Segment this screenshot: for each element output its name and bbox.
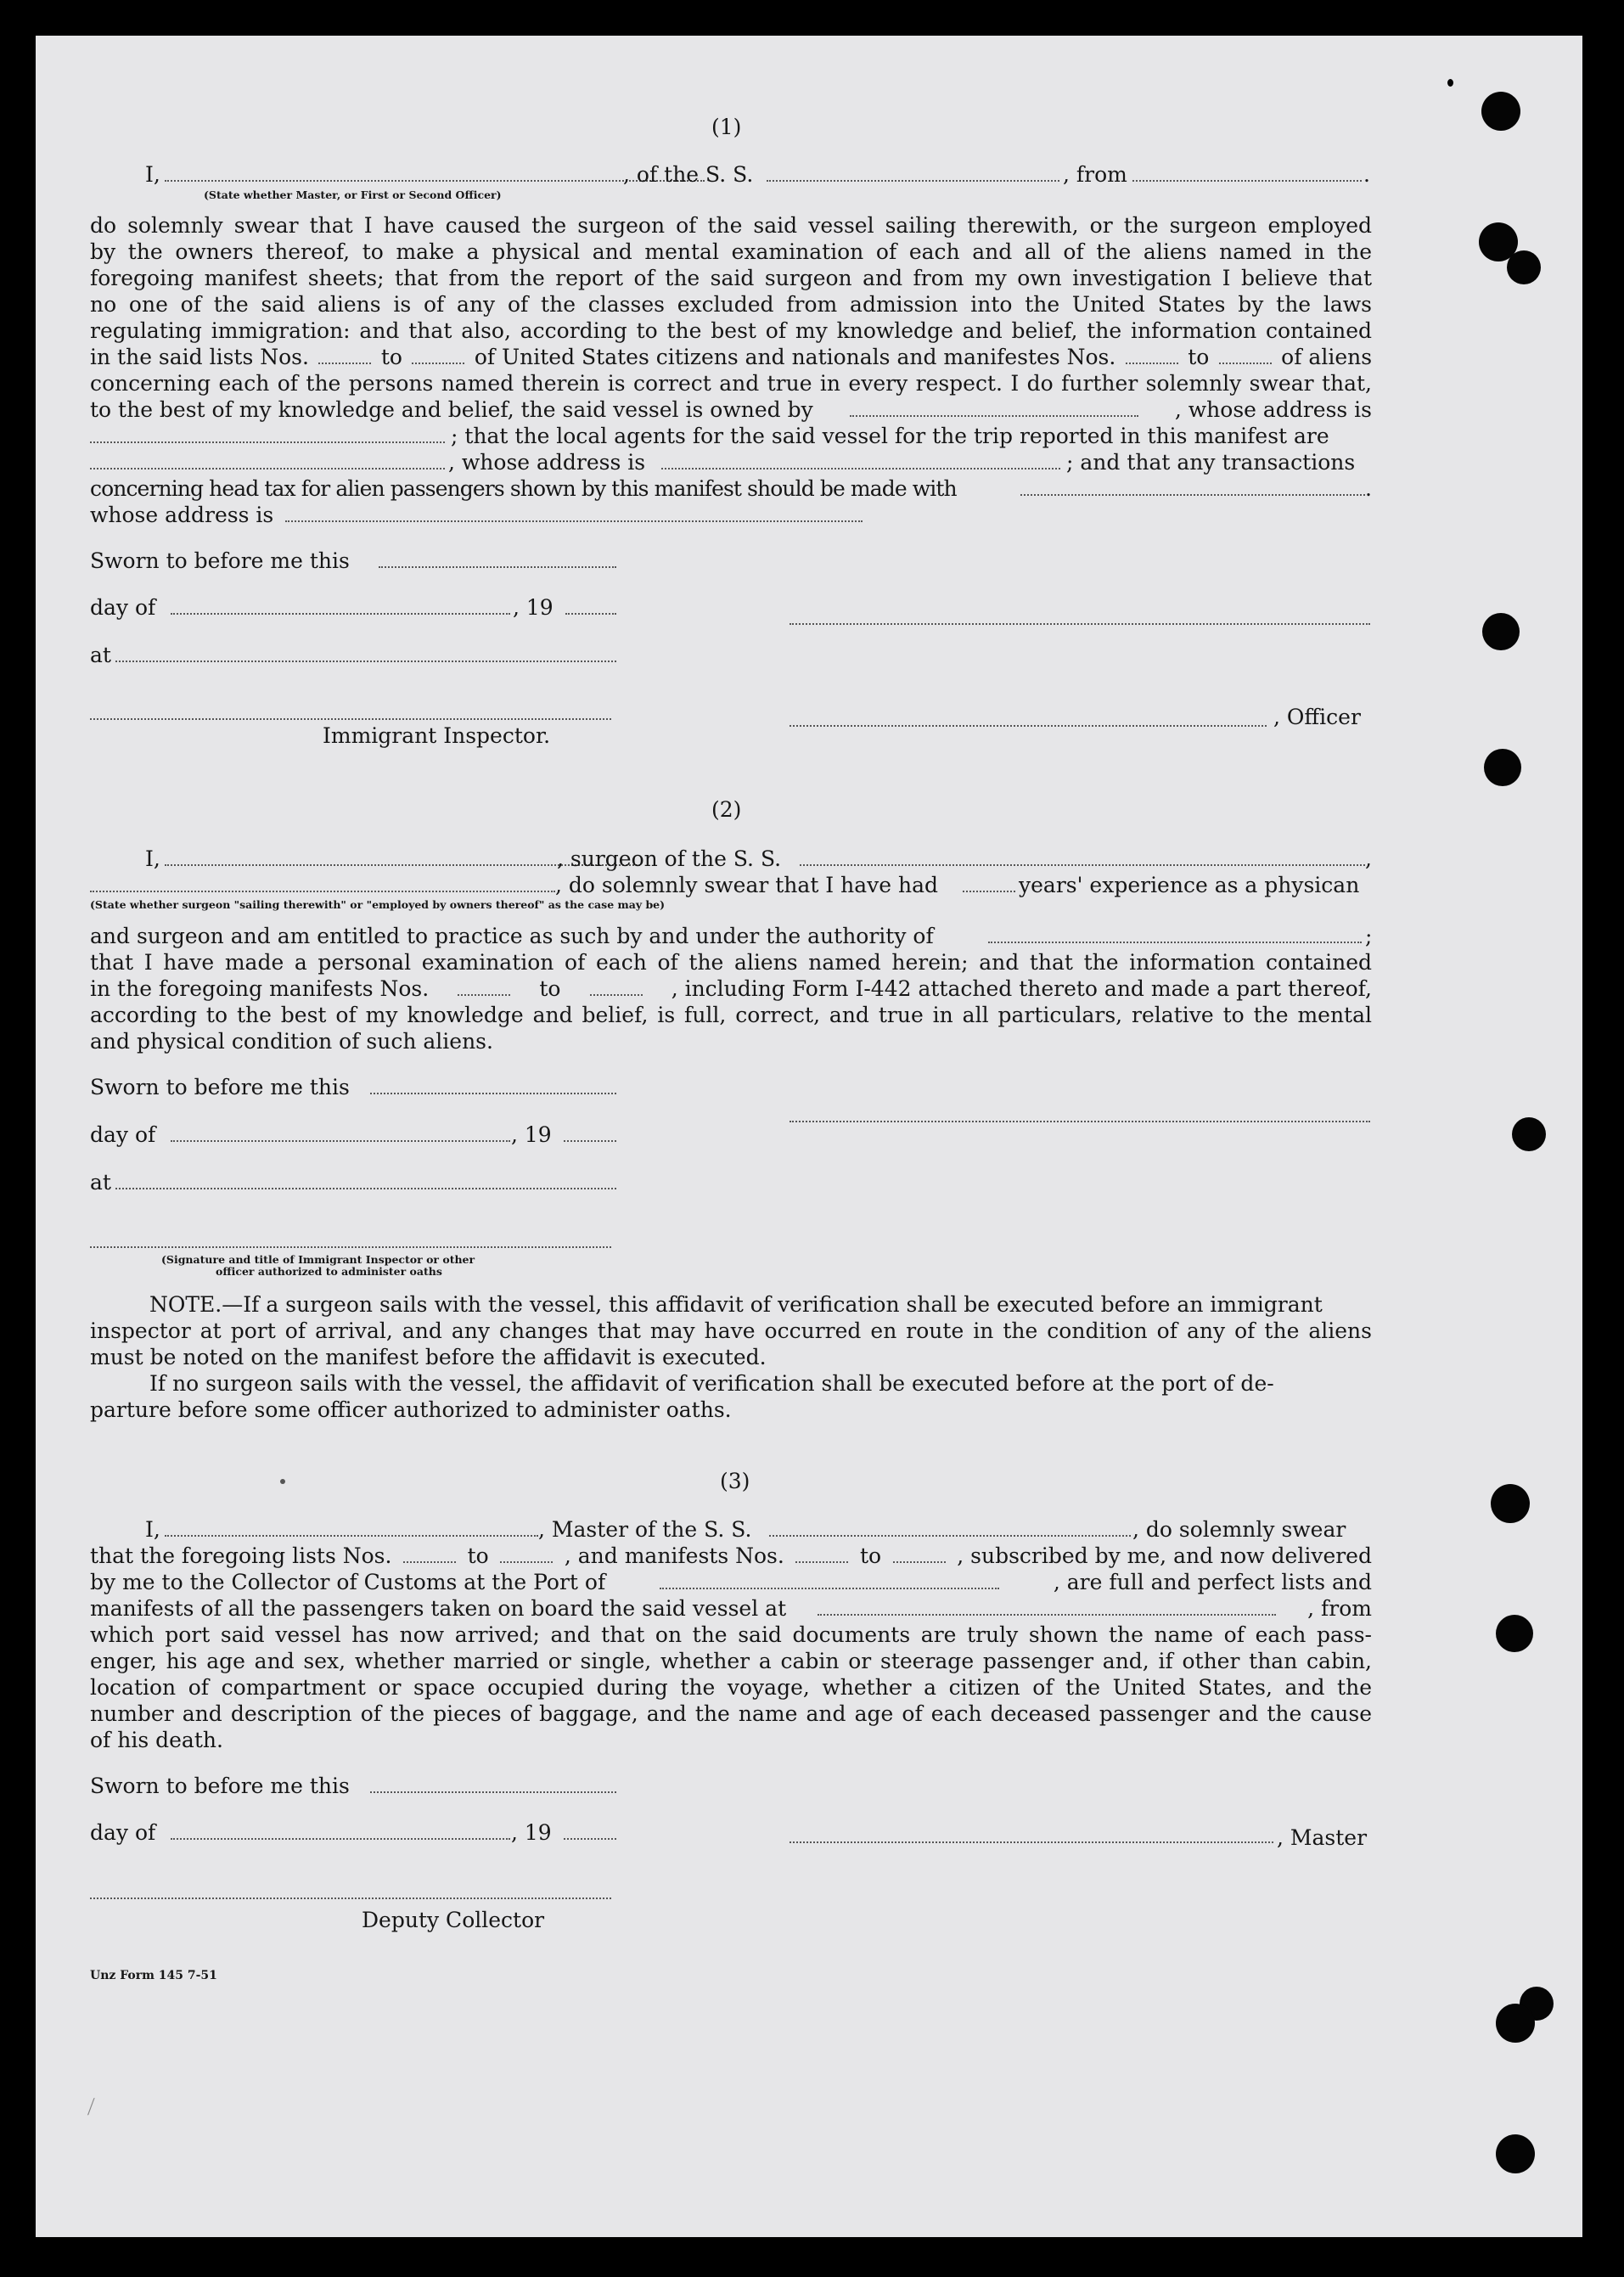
body-line: no one of the said aliens is of any of the classes excluded from admission into the United States by the laws (90, 292, 1372, 317)
month-field[interactable] (171, 1838, 510, 1840)
label: I, (145, 846, 160, 871)
surgeon-line: I, , surgeon of the S. S. , (145, 846, 1372, 871)
master-name-field[interactable] (165, 1535, 538, 1537)
label: Sworn to before me this (90, 548, 350, 573)
master-signature-field[interactable] (790, 1841, 1273, 1843)
label: whose address is (90, 503, 274, 527)
inspector-signature-field[interactable] (90, 718, 611, 720)
label: Sworn to before me this (90, 1075, 350, 1099)
label: in the said lists Nos. (90, 345, 309, 369)
body-line: enger, his age and sex, whether married or single, whether a cabin or steerage passenger and, if other than cabin, (90, 1649, 1372, 1673)
label: that the foregoing lists Nos. (90, 1543, 392, 1568)
label: , surgeon of the S. S. (557, 846, 782, 871)
label: , of the S. S. (623, 162, 754, 187)
place-field[interactable] (115, 661, 616, 662)
lists-from-field[interactable] (403, 1544, 456, 1563)
day-of-line (90, 1819, 1372, 1850)
label: manifests of all the passengers taken on board the said vessel at (90, 1596, 787, 1621)
label: ; and that any transactions (1066, 450, 1356, 475)
pencil-mark: ⟋ (81, 2095, 102, 2120)
label: , and manifests Nos. (564, 1543, 784, 1568)
note-line (90, 1291, 1372, 1318)
note-line: inspector at port of arrival, and any changes that may have occurred en route in the condition of any of the aliens (90, 1318, 1372, 1343)
label: at (90, 1170, 111, 1195)
body-line: that I have made a personal examination of each of the aliens named herein; and that the information contained (90, 950, 1372, 975)
note-line: must be noted on the manifest before the affidavit is executed. (90, 1345, 767, 1369)
label: ; that the local agents for the said vessel for the trip reported in this manifest are (451, 424, 1329, 448)
officer-title-field[interactable] (790, 725, 1267, 727)
label: , do solemnly swear that I have had (555, 873, 939, 897)
agent-address-field[interactable] (661, 468, 1060, 469)
label: by me to the Collector of Customs at the Port of (90, 1570, 606, 1594)
label: to the best of my knowledge and belief, the said vessel is owned by (90, 397, 813, 422)
from-port-field[interactable] (1132, 180, 1362, 182)
master-line (90, 1516, 1372, 1543)
body-line: concerning each of the persons named therein is correct and true in every respect. I do further solemnly swear that, (90, 371, 1372, 396)
month-field[interactable] (171, 613, 510, 615)
note-line: parture before some officer authorized to administer oaths. (90, 1397, 732, 1422)
month-field[interactable] (171, 1140, 510, 1142)
section-number: (1) (711, 115, 742, 139)
body-line: according to the best of my knowledge and belief, is full, correct, and true in all particulars, relative to the mental (90, 1003, 1372, 1027)
label: at (90, 643, 111, 667)
manifests-to-field[interactable] (893, 1544, 946, 1563)
head-tax-address-line (90, 502, 1372, 528)
agent-address-line (90, 449, 1372, 475)
sworn-day-field[interactable] (370, 1791, 616, 1793)
inspector-signature-field[interactable] (90, 1246, 611, 1248)
surgeon-signature-field[interactable] (790, 1121, 1370, 1122)
surgeon-type-field[interactable] (90, 891, 555, 892)
agents-line (90, 423, 1372, 449)
label: , whose address is (1174, 397, 1372, 422)
label: , 19 (511, 1122, 552, 1147)
form-number: Unz Form 145 7-51 (90, 1969, 217, 1982)
owner-address-field[interactable] (90, 441, 445, 443)
manifests-from-field[interactable] (1126, 346, 1178, 364)
label: , subscribed by me, and now delivered (957, 1543, 1372, 1568)
manifests-to-field[interactable] (590, 977, 643, 996)
label: , whose address is (448, 450, 646, 475)
master-label: , Master (1277, 1825, 1368, 1850)
agent-name-field[interactable] (90, 468, 445, 469)
at-line (90, 642, 1372, 668)
manifests-line (90, 975, 1372, 1002)
label: , do solemnly swear (1132, 1517, 1346, 1542)
label: NOTE.—If a surgeon sails with the vessel, this affidavit of verification shall be executed before an immigrant (149, 1292, 1323, 1317)
port-field[interactable] (660, 1571, 999, 1589)
lists-from-field[interactable] (318, 346, 371, 364)
body-line: number and description of the pieces of baggage, and the name and age of each deceased passenger and the cause (90, 1701, 1372, 1726)
label: , are full and perfect lists and (1053, 1570, 1373, 1594)
head-tax-line: concerning head tax for alien passengers shown by this manifest should be made with . (90, 476, 1372, 501)
day-of-line (90, 1122, 1372, 1148)
sworn-day-field[interactable] (379, 566, 616, 568)
label: day of (90, 595, 156, 620)
inspector-label: Immigrant Inspector. (323, 723, 551, 748)
signature-caption: (Signature and title of Immigrant Inspector or other (161, 1253, 475, 1266)
body-line: foregoing manifest sheets; that from the report of the said surgeon and from my own investigation I believe that (90, 266, 1372, 290)
label: , Master of the S. S. (538, 1517, 752, 1542)
label: to (1188, 345, 1210, 369)
label: to (380, 345, 402, 369)
authority-field[interactable] (988, 942, 1362, 943)
year-field[interactable] (565, 613, 616, 615)
sworn-day-field[interactable] (370, 1093, 616, 1094)
owner-line (90, 396, 1372, 423)
label: in the foregoing manifests Nos. (90, 976, 430, 1001)
owner-field[interactable] (850, 398, 1138, 417)
authority-line: and surgeon and am entitled to practice as such by and under the authority of ; (90, 924, 1373, 948)
label: , from (1063, 162, 1127, 187)
officer-signature-field[interactable] (790, 623, 1370, 625)
label: of aliens (1281, 345, 1373, 369)
lists-line (90, 344, 1372, 370)
label: to (859, 1543, 882, 1568)
body-line: which port said vessel has now arrived; and that on the said documents are truly shown the name of each pass- (90, 1622, 1372, 1647)
note-line (90, 1370, 1372, 1397)
field-hint: (State whether Master, or First or Second Officer) (204, 188, 502, 201)
label: I, (145, 1517, 160, 1542)
lists-line (90, 1543, 1372, 1569)
section-number: (2) (711, 797, 742, 822)
master-vessel-field[interactable] (769, 1535, 1131, 1537)
lists-to-field[interactable] (500, 1544, 553, 1563)
year-field[interactable] (564, 1838, 616, 1840)
vessel-name-field[interactable] (767, 180, 1059, 182)
at-line (90, 1169, 1372, 1195)
label: years' experience as a physican (1019, 873, 1360, 897)
lists-to-field[interactable] (412, 346, 464, 364)
officer-label: , Officer (1273, 705, 1361, 729)
deputy-collector-label: Deputy Collector (362, 1908, 545, 1932)
body-line: regulating immigration: and that also, according to the best of my knowledge and belief, the information contained (90, 318, 1372, 343)
head-tax-address-field[interactable] (285, 520, 863, 522)
label: of United States citizens and nationals and manifestes Nos. (474, 345, 1116, 369)
label: Sworn to before me this (90, 1774, 350, 1798)
label: If no surgeon sails with the vessel, the affidavit of verification shall be executed before at the port of de- (149, 1371, 1274, 1396)
manifests-from-field[interactable] (458, 977, 510, 996)
surgeon-vessel-field[interactable] (800, 864, 1365, 866)
sworn-line (90, 548, 1372, 574)
label: to (467, 1543, 489, 1568)
port-line (90, 1569, 1372, 1595)
signature-caption: officer authorized to administer oaths (216, 1265, 442, 1278)
collector-signature-field[interactable] (90, 1898, 611, 1899)
boarding-port-field[interactable] (818, 1597, 1276, 1616)
field-hint: (State whether surgeon "sailing therewith" or "employed by owners thereof" as the case may be) (90, 898, 666, 911)
body-line: by the owners thereof, to make a physical and mental examination of each and all of the aliens named in the (90, 239, 1372, 264)
label: and surgeon and am entitled to practice as such by and under the authority of (90, 924, 934, 948)
years-experience-field[interactable] (963, 891, 1015, 892)
label: concerning head tax for alien passengers shown by this manifest should be made with (90, 476, 957, 501)
label: I, (145, 162, 160, 187)
experience-line (90, 872, 1372, 898)
declarant-line: I, , of the S. S. , from . (145, 162, 1370, 187)
label: , from (1307, 1596, 1373, 1621)
place-field[interactable] (115, 1188, 616, 1189)
manifests-from-field[interactable] (795, 1544, 848, 1563)
label: day of (90, 1820, 156, 1845)
label: , including Form I-442 attached thereto and made a part thereof, (671, 976, 1372, 1001)
manifests-to-field[interactable] (1219, 346, 1272, 364)
head-tax-agent-field[interactable] (1020, 494, 1365, 496)
body-line: of his death. (90, 1728, 223, 1752)
year-field[interactable] (564, 1140, 616, 1142)
label: to (539, 976, 561, 1001)
body-line: and physical condition of such aliens. (90, 1029, 493, 1054)
section-number: (3) (720, 1469, 750, 1493)
label: day of (90, 1122, 156, 1147)
label: , 19 (513, 595, 554, 620)
body-line: do solemnly swear that I have caused the surgeon of the said vessel sailing therewith, or the surgeon employed (90, 213, 1372, 238)
body-line: location of compartment or space occupied during the voyage, whether a citizen of the United States, and the (90, 1675, 1372, 1700)
day-of-line (90, 594, 1372, 621)
sworn-line (90, 1074, 1372, 1100)
sworn-line (90, 1773, 1372, 1799)
boarding-line (90, 1595, 1372, 1622)
label: , 19 (511, 1820, 552, 1845)
